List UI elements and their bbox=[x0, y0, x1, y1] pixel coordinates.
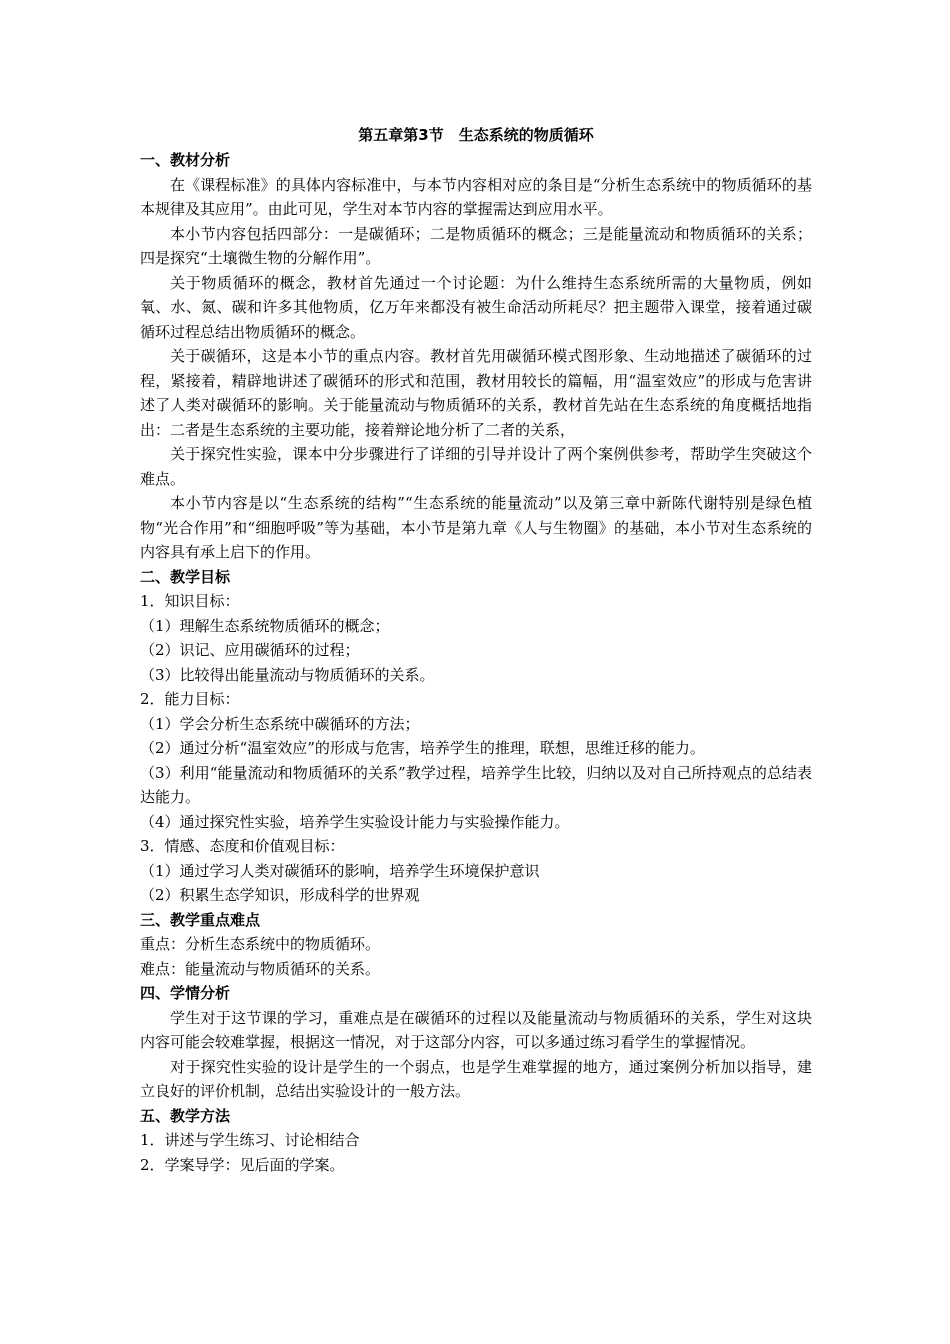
list-item: （3）比较得出能量流动与物质循环的关系。 bbox=[140, 665, 435, 684]
document-body bbox=[140, 122, 812, 1177]
paragraph: 本小节内容包括四部分：一是碳循环；二是物质循环的概念；三是能量流动和物质循环的关系；四是探究“土壤微生物的分解作用”。 bbox=[140, 224, 812, 267]
subheading-ability-goals: 2．能力目标： bbox=[140, 690, 240, 708]
section-heading-teaching-methods: 五、教学方法 bbox=[140, 1106, 231, 1125]
difficulty-line: 难点：能量流动与物质循环的关系。 bbox=[140, 959, 381, 978]
section-heading-key-points: 三、教学重点难点 bbox=[140, 910, 261, 929]
paragraph: 关于物质循环的概念，教材首先通过一个讨论题：为什么维持生态系统所需的大量物质，例如氧、水、氮、碳和许多其他物质，亿万年来都没有被生命活动所耗尽？把主题带入课堂，接着通过碳循环过程总结出物质循环的概念。 bbox=[140, 273, 812, 341]
section-heading-textbook-analysis: 一、教材分析 bbox=[140, 151, 231, 169]
paragraph: 本小节内容是以“生态系统的结构”“生态系统的能量流动”以及第三章中新陈代谢特别是绿色植物“光合作用”和“细胞呼吸”等为基础，本小节是第九章《人与生物圈》的基础，本小节对生态系统的内容具有承上启下的作用。 bbox=[140, 494, 812, 561]
method-line: 2．学案导学：见后面的学案。 bbox=[140, 1155, 345, 1174]
subheading-emotion-goals: 3．情感、态度和价值观目标： bbox=[140, 837, 345, 855]
list-item: （3）利用“能量流动和物质循环的关系”教学过程，培养学生比较，归纳以及对自己所持观点的总结表达能力。 bbox=[140, 763, 812, 806]
paragraph: 在《课程标准》的具体内容标准中，与本节内容相对应的条目是“分析生态系统中的物质循环的基本规律及其应用”。由此可见，学生对本节内容的掌握需达到应用水平。 bbox=[140, 175, 812, 218]
list-item: （2）积累生态学知识，形成科学的世界观 bbox=[140, 886, 420, 904]
list-item: （1）理解生态系统物质循环的概念； bbox=[140, 616, 390, 635]
list-item: （1）学会分析生态系统中碳循环的方法； bbox=[140, 714, 420, 733]
subheading-knowledge-goals: 1．知识目标： bbox=[140, 592, 240, 610]
list-item: （2）通过分析“温室效应”的形成与危害，培养学生的推理，联想，思维迁移的能力。 bbox=[140, 739, 705, 757]
page-title: 第五章第3节 生态系统的物质循环 bbox=[358, 126, 594, 144]
paragraph: 关于探究性实验，课本中分步骤进行了详细的引导并设计了两个案例供参考，帮助学生突破这个难点。 bbox=[140, 445, 812, 488]
paragraph: 关于碳循环，这是本小节的重点内容。教材首先用碳循环模式图形象、生动地描述了碳循环的过程，紧接着，精辟地讲述了碳循环的形式和范围，教材用较长的篇幅，用“温室效应”的形成与危害讲述了人类对碳循环的影响。关于能量流动与物质循环的关系，教材首先站在生态系统的角度概括地指出：二者是生态系统的主要功能，接着辩论地分析了二者的关系， bbox=[140, 347, 812, 439]
list-item: （4）通过探究性实验，培养学生实验设计能力与实验操作能力。 bbox=[140, 812, 570, 831]
list-item: （2）识记、应用碳循环的过程； bbox=[140, 641, 360, 659]
key-point-line: 重点：分析生态系统中的物质循环。 bbox=[140, 935, 381, 953]
method-line: 1．讲述与学生练习、讨论相结合 bbox=[140, 1131, 360, 1149]
section-heading-teaching-goals: 二、教学目标 bbox=[140, 567, 231, 586]
section-heading-student-analysis: 四、学情分析 bbox=[140, 984, 231, 1002]
list-item: （1）通过学习人类对碳循环的影响，培养学生环境保护意识 bbox=[140, 861, 540, 880]
paragraph: 学生对于这节课的学习，重难点是在碳循环的过程以及能量流动与物质循环的关系，学生对这块内容可能会较难掌握，根据这一情况，对于这部分内容，可以多通过练习看学生的掌握情况。 bbox=[140, 1008, 812, 1051]
paragraph: 对于探究性实验的设计是学生的一个弱点，也是学生难掌握的地方，通过案例分析加以指导，建立良好的评价机制，总结出实验设计的一般方法。 bbox=[140, 1057, 812, 1100]
